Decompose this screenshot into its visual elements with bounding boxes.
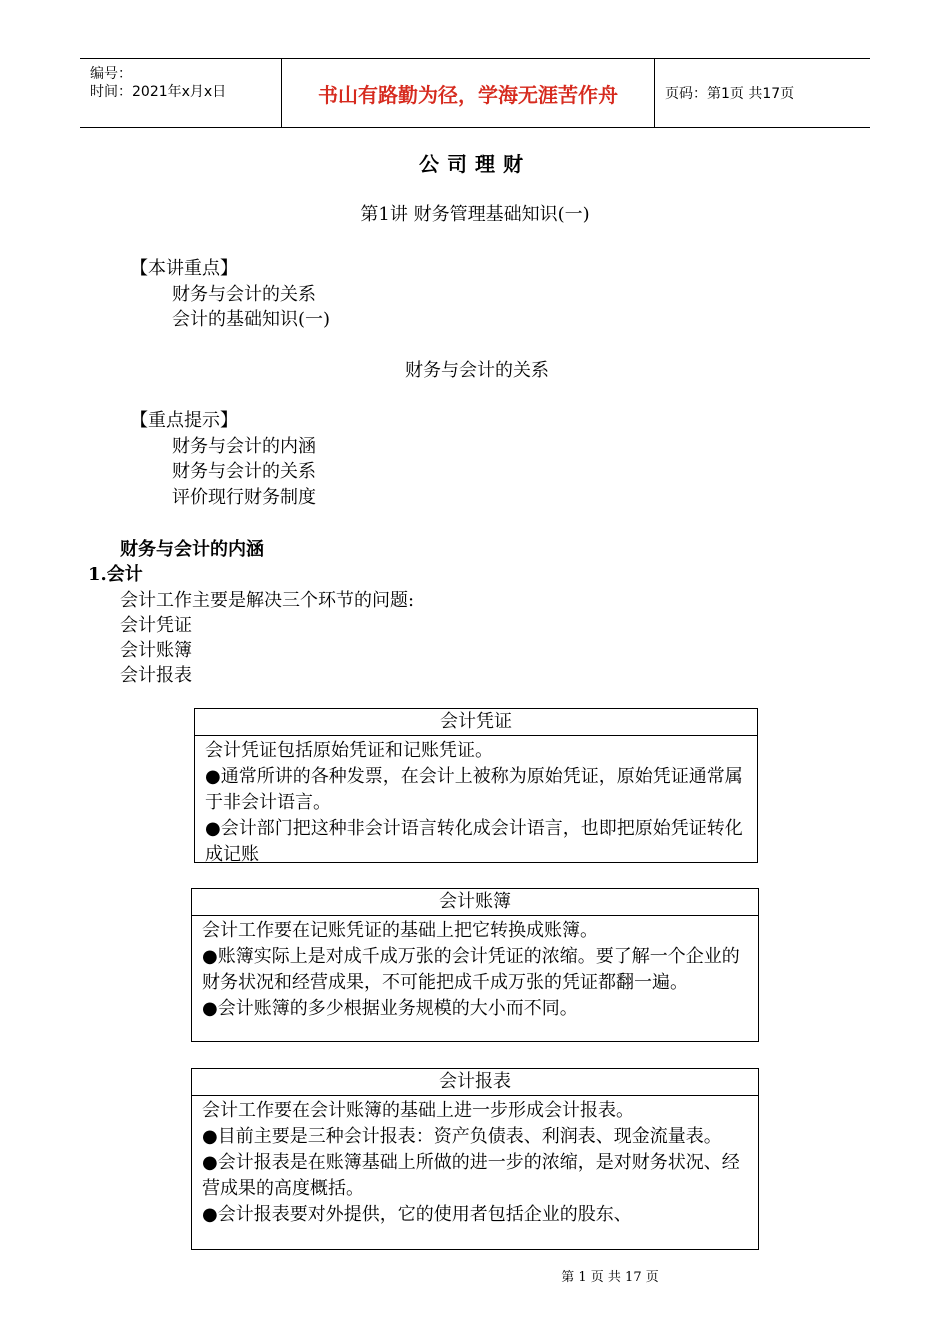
box-title: 会计账簿 — [192, 889, 758, 916]
key-points-heading: 【本讲重点】 — [130, 258, 238, 279]
item-heading: 1.会计 — [88, 564, 143, 585]
time-label: 时间：2021年x月x日 — [90, 84, 227, 100]
header-motto: 书山有路勤为径，学海无涯苦作舟 — [282, 59, 655, 127]
subsection-heading: 财务与会计的内涵 — [120, 539, 264, 560]
box-body — [195, 736, 757, 868]
tip-item: 财务与会计的关系 — [172, 461, 316, 482]
box-title: 会计报表 — [192, 1069, 758, 1096]
lecture-title: 第1讲 财务管理基础知识(一) — [360, 204, 590, 225]
document-title: 公司理财 — [419, 152, 531, 176]
box-line: 会计工作要在记账凭证的基础上把它转换成账簿。 — [202, 920, 598, 941]
key-point-item: 会计的基础知识(一) — [172, 309, 331, 330]
item-intro: 会计工作主要是解决三个环节的问题: — [120, 590, 415, 611]
box-body — [192, 916, 758, 1022]
box-line: ●目前主要是三种会计报表：资产负债表、利润表、现金流量表。 — [202, 1126, 722, 1147]
box-body — [192, 1096, 758, 1228]
list-item: 会计凭证 — [120, 615, 192, 636]
box-line: ●会计报表要对外提供，它的使用者包括企业的股东、 — [202, 1204, 632, 1225]
box-title: 会计凭证 — [195, 709, 757, 736]
tip-item: 财务与会计的内涵 — [172, 436, 316, 457]
box-line: ●会计账簿的多少根据业务规模的大小而不同。 — [202, 998, 578, 1019]
box-line: ●账簿实际上是对成千成万张的会计凭证的浓缩。要了解一个企业的财务状况和经营成果，不可能把成千成万张的凭证都翻一遍。 — [202, 946, 740, 993]
document-header — [80, 58, 870, 128]
voucher-box — [194, 708, 758, 863]
list-item: 会计报表 — [120, 665, 192, 686]
report-box — [191, 1068, 759, 1250]
box-line: 会计凭证包括原始凭证和记账凭证。 — [205, 740, 493, 761]
list-item: 会计账簿 — [120, 640, 192, 661]
ledger-box — [191, 888, 759, 1042]
box-line: ●会计报表是在账簿基础上所做的进一步的浓缩，是对财务状况、经营成果的高度概括。 — [202, 1152, 740, 1199]
box-line: ●会计部门把这种非会计语言转化成会计语言，也即把原始凭证转化成记账 — [205, 818, 743, 865]
number-label: 编号： — [90, 66, 132, 82]
header-meta — [80, 59, 282, 127]
section-title: 财务与会计的关系 — [405, 360, 549, 381]
header-page-info: 页码：第1页 共17页 — [665, 86, 795, 102]
box-line: ●通常所讲的各种发票，在会计上被称为原始凭证，原始凭证通常属于非会计语言。 — [205, 766, 743, 813]
key-point-item: 财务与会计的关系 — [172, 284, 316, 305]
box-line: 会计工作要在会计账簿的基础上进一步形成会计报表。 — [202, 1100, 634, 1121]
tips-heading: 【重点提示】 — [130, 410, 238, 431]
tip-item: 评价现行财务制度 — [172, 487, 316, 508]
page-footer: 第 1 页 共 17 页 — [561, 1270, 659, 1285]
